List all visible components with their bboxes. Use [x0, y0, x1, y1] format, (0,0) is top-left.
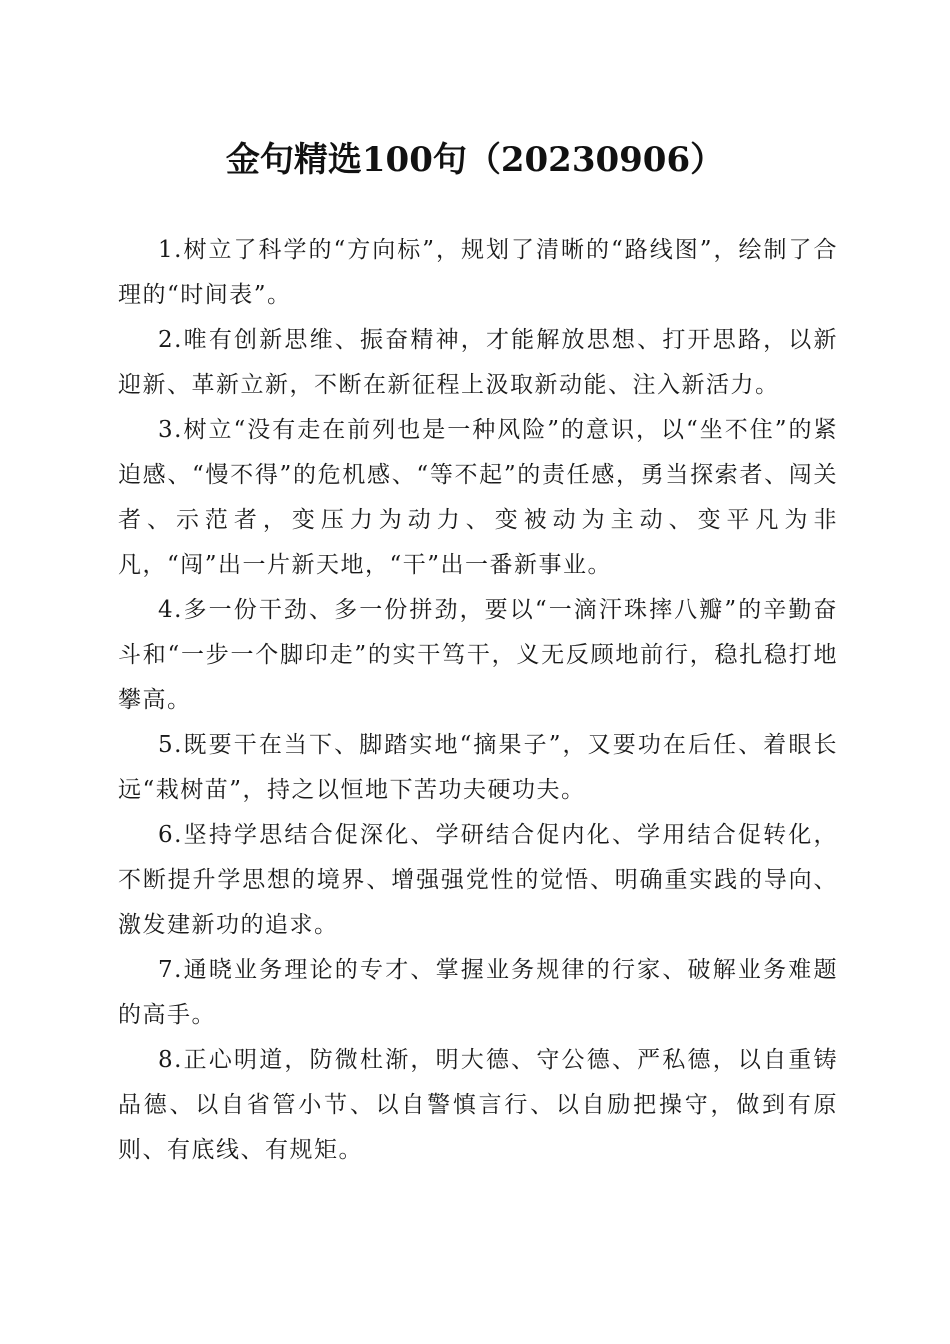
paragraph-4: 4.多一份干劲、多一份拼劲，要以“一滴汗珠摔八瓣”的辛勤奋斗和“一步一个脚印走”的实干笃干，义无反顾地前行，稳扎稳打地攀高。 — [118, 597, 838, 713]
document-title: 金句精选100句（20230906） — [225, 140, 725, 180]
paragraph-8: 8.正心明道，防微杜渐，明大德、守公德、严私德，以自重铸品德、以自省管小节、以自警慎言行、以自励把操守，做到有原则、有底线、有规矩。 — [118, 1047, 838, 1163]
paragraph-6: 6.坚持学思结合促深化、学研结合促内化、学用结合促转化，不断提升学思想的境界、增强强党性的觉悟、明确重实践的导向、激发建新功的追求。 — [118, 822, 838, 938]
paragraph-2: 2.唯有创新思维、振奋精神，才能解放思想、打开思路，以新迎新、革新立新，不断在新征程上汲取新动能、注入新活力。 — [118, 327, 838, 398]
paragraph-7: 7.通晓业务理论的专才、掌握业务规律的行家、破解业务难题的高手。 — [118, 957, 838, 1028]
paragraph-1: 1.树立了科学的“方向标”，规划了清晰的“路线图”，绘制了合理的“时间表”。 — [118, 237, 838, 308]
paragraph-5: 5.既要干在当下、脚踏实地“摘果子”，又要功在后任、着眼长远“栽树苗”，持之以恒地下苦功夫硬功夫。 — [118, 732, 838, 803]
document-body — [118, 228, 838, 1173]
paragraph-3: 3.树立“没有走在前列也是一种风险”的意识，以“坐不住”的紧迫感、“慢不得”的危机感、“等不起”的责任感，勇当探索者、闯关者、示范者，变压力为动力、变被动为主动、变平凡为非凡，“闯”出一片新天地，“干”出一番新事业。 — [118, 417, 838, 578]
